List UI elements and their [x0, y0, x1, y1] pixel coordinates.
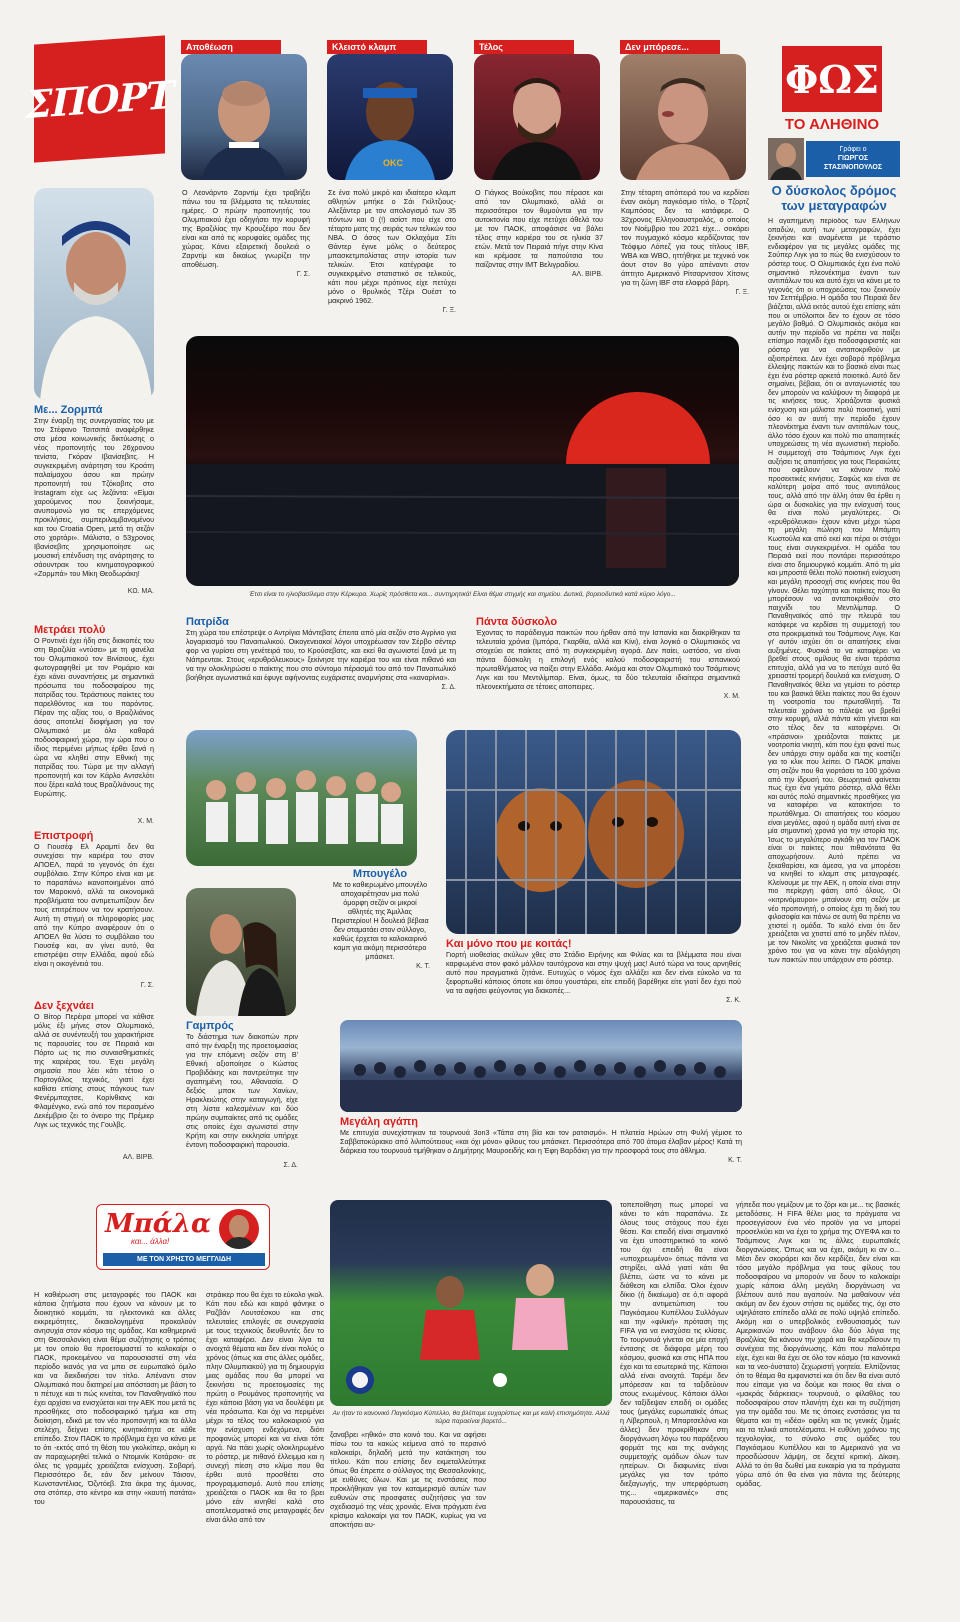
story-title: Με... Ζορμπά	[34, 404, 103, 416]
story-sig: Γ. Σ.	[296, 271, 310, 278]
photo-basketball-crowd	[340, 1020, 742, 1112]
mpala-logo-small: και... άλλα!	[131, 1237, 170, 1246]
story-title: Γαμπρός	[186, 1020, 234, 1032]
svg-text:OKC: OKC	[383, 158, 403, 168]
story-text: Στην έναρξη της συνεργασίας του με τον Στέφανο Τσιτσιπά αναφέρθηκε στα μέσα κοινωνικής δικτύωσης ο νέος προπονητής του 26χρονου τενίστα, Γκόραν Ιβανίσεβιτς. Η συγκεκριμένη ανάρτηση του Κροάτη παλαίμαχου άσου και πρώην προπονητή του Τζόκοβιτς στο Instagram είχε ως λεζάντα: «Είμαι χαρούμενος που ξεκινήσαμε, ανυπομονώ για τις επερχόμενες προκλήσεις, συμπεριλαμβανομένου και του Croatia Open, μετά τη σεζόν στο χορτάρι». Μάλιστα, ο 53χρονος Ιβανίσεβιτς χρησιμοποίησε ως μουσική επένδυση της ανάρτησης το σάουντρακ του κινηματογραφικού «Ζορμπά» του Μίκη Θεοδωράκη!	[34, 416, 154, 578]
story-text: Στην τέταρτη απόπειρά του να κερδίσει έναν ακόμη παγκόσμιο τίτλο, ο Τζορτζ Καμπόσος δεν τα κατάφερε. Ο 32χρονος Ελληνοαυστραλός, ο οποίος τον Νοέμβριο του 2021 είχε... σοκάρει τον πυγμαχικό κόσμο κερδίζοντας τον Τεόφιμο Λόπεζ για τους τίτλους IBF, WBA και WBO, ηττήθηκε με τεχνικό νοκ άουτ στον 8ο γύρο απέναντι στον άπτητο Αμερικανό Ρίτσαρντσον Χίτσινς για τη ζώνη IBF στα ελαφρά βάρη.	[621, 188, 749, 287]
story-sig: Χ. Μ.	[723, 693, 740, 700]
kids-group-icon	[186, 730, 417, 866]
bottom-col-5: γήπεδα που γεμίζουν με το ζόρι και με... τις βασικές μεταδόσεις. Η FIFA θέλει μιας τα πράγματα να προσεγγίσουν ένα νέο προϊόν για να μπορεί προσελκύει και να έχει το χρήμα της ΟΥΕΦΑ και το Τσάμπιονς Λιγκ και τις άλλες ευρωπαϊκές διοργανώσεις. Όπως και να έχει, ακόμη κι αν ο... Μέσι δεν σκοράρει και δεν κερδίζει, δεν είναι και τόσο μεγάλο πρόβλημα για τους φίλους του ποδοσφαίρου να μπορούν να δουν το καλοκαίρι χωρίς κάποια άλλη μεγάλη διοργάνωση να βλέπουν αυτό που αγαπούν. Να μαθαίνουν νέα ακόμη αν δεν έχουν στήσει τις ομάδες της, όχι στο υψηλότατο επίπεδο αλλά σε πολύ υψηλό επίπεδο. Ακόμη και ο υπερβολικός ενθουσιασμός των Αμερικανών που ανάβουν όλο δύο λόγια της Βραζιλίας θα κάνουν την χαρά και θα κερδίσουν τη συνέχεια της διοργάνωσης. Κάτι που παλιότερα είχε, έχει και θα έχει σε όλο τον κόσμο (τα κανονικά και τα νεο-όυστατο) ζεχωριστή γοητεία. Ελπίζοντας ότι το θέαμα θα εμφανιστεί και ότι δεν θα είναι αυτό που είπαμε για να δούμε και ποιος θα είναι ο «μακράς διάρκειας» τουρνουά, ο φίλαθλος του ποδοσφαίρου στον πλανήτη έχει και τη συζήτηση για την ομάδα του. Με τις όποιες ενστάσεις για τα θέματα και τη «ιδέα» οφέλη και τις γενικές ζημιές και τα τελικά αποτελέσματα. Η ευθύνη χρόνου της τεχνολογίας, το σύνολο στις ομάδες του Παγκόσμιου Κυπέλλου και το Αμερικανό για να προσδώσουν λάμψη, σε δεχτεί κριτική. Δίκαιη. Αλλά το ότι θα δωθεί μια ευκαιρία για τα πράγματα γύρω από ότι θα είναι για πάντα της δεύτερης ομάδας.	[736, 1200, 900, 1488]
fos-logo: ΦΩΣ	[782, 46, 882, 112]
coach-portrait-icon	[181, 54, 307, 180]
story-panta-dyskolo	[476, 616, 740, 700]
story-sig: Γ. Ξ.	[735, 289, 749, 296]
story-sig: ΚΩ. ΜΑ.	[127, 588, 154, 595]
mpala-author-photo	[219, 1209, 259, 1249]
bottom-col-3: ξαναβρει «ηθικό» στο κοινό του. Και να αφήσει πίσω του τα κακώς κείμενα από το περσινό καλοκαίρι, δηλαδή μετά την κατάκτηση του τίτλου. Κάτι που επίσης δεν εκμεταλλεύτηκε όπως θα έπρεπε ο σύλλογος της Θεσσαλονίκης, με ευθύνες όλων. Και με τις ενστάσεις που προκλήθηκαν για τον καταμερισμό αυτών των ευθυνών στις προσφατες συζητήσεις για τον σχεδιασμό της νέας χρονιάς. Είναι πράγματι ένα κρίσιμο καλοκαίρι για τον ΠΑΟΚ, κυρίως για να αποκτήσει αυ-	[330, 1430, 486, 1529]
photo-vukovic	[474, 54, 600, 180]
sport-logo	[25, 35, 174, 162]
crowd-icon	[340, 1020, 742, 1112]
fos-headline: Ο δύσκολος δρόμος των μεταγραφών	[771, 183, 897, 213]
story-title: Επιστροφή	[34, 830, 94, 842]
mpala-header	[96, 1204, 270, 1270]
story-dogs	[446, 938, 741, 1004]
label-apotheosi: Αποθέωση	[181, 40, 281, 54]
photo-sga	[327, 54, 453, 180]
fos-byline-box	[806, 141, 900, 177]
story-text: Γιορτή υιοθεσίας σκύλων χθες στο Στάδιο Ειρήνης και Φιλίας και τα βλέμματα που είναι καρφωμένα στον φακό μάλλον ταυτόχρονα και στην ψυχή μας! Αυτό τώρα να τους αρνηθείς αυτό που πραγματικά ζητάνε. Ευτυχώς ο νόμος έχει αλλάξει και δεν είναι εύκολο να τα ξεφορτωθεί κάποιος όποτε και όπου γουστάρει, είτε επειδή βαρέθηκε είτε γιατί δεν έχει πού να τα αφήσει φεύγοντας για διακοπές...	[446, 950, 741, 995]
player-portrait-icon	[327, 54, 453, 180]
story-title: Πάντα δύσκολο	[476, 616, 558, 628]
label-telos: Τέλος	[474, 40, 574, 54]
story-title: Πατρίδα	[186, 616, 229, 628]
story-metraei	[34, 624, 154, 825]
label-kleisto: Κλειστό κλαμπ	[327, 40, 427, 54]
sunset-caption: Έτσι είναι το ηλιοβασίλεμα στην Κέρκυρα. Χωρίς πρόσθετα και... συντηρητικά! Είναι θέμα στιγμής και σημείου. Δυτικά, βορειοδυτικά κατά κύριο λόγο...	[249, 591, 676, 598]
story-sig: Κ. Τ.	[728, 1157, 742, 1164]
fos-subtitle: ΤΟ ΑΛΗΘΙΝΟ	[784, 116, 880, 133]
photo-couple	[186, 888, 296, 1016]
player-portrait-icon	[474, 54, 600, 180]
story-mpougelo	[330, 868, 430, 970]
boxer-portrait-icon	[620, 54, 746, 180]
couple-portrait-icon	[186, 888, 296, 1016]
story-sig: Χ. Μ.	[137, 818, 154, 825]
story-sig: Σ. Δ.	[441, 684, 456, 691]
story-text: Σε ένα πολύ μικρό και ιδιαίτερο κλαμπ αθλητών μπήκε ο Σάι Γκίλτζιους-Αλεξάντερ με τον απολογισμό των 35 πόντων και 0 (!) ασίστ που είχε στο τέταρτο ματς της σειράς των τελικών του NBA. Ο άσος των Οκλαχόμα Σίτι Θάντερ έγινε μόλις ο δεύτερος μπασκετμπολίστας στην ιστορία των τελικών. Έτσι κατέγραψε το συγκεκριμένο στατιστικό σε τελικούς, κάτι που μέχρι πρότινος είχε πετύχει μόνο ο θρυλικός Τζέρι Ουέστ το μακρινό 1962.	[328, 188, 456, 305]
story-den-xexnaei	[34, 1000, 154, 1161]
bottom-col-4: τοπεποίθηση πως μπορεί να κάνει το κάτι παραπάνω. Σε όλους τους στόχους που έχει θέσει. Και επειδή είναι σημαντικό να έχει υποστηρικτικό το κοινό του όχι επειδή θα είναι «υποχρεωμένο» όπως πάντα να στηρίξει, αλλά γιατί κάτι θα βλέπει, ώστε να το κάνει με διάθεση και ελπίδα. Όλοι έχουν δίκιο (ή δικαίωμα) σε ό,τι αφορά την αντιμετώπιση του Παγκόσμιου Κυπέλλου Συλλόγων και την «φιλική» πρόταση της FIFA για να ενισχύσει τις κλίσεις. Το τουρνουά γίνεται σε μία εποχή έντασης σε διάφορα μέρη του κόσμου, φυσικά και στις ΗΠΑ που έχει και τα εσωτερικά της. Κάποιοι αλλά είναι ανοιχτά. Ταρέμι δεν μπόρεσαν και τα ταξιδεύουν στους ενωμένους. Κάποιοι άλλοι δεν ταξίδεψαν επειδή οι ομάδες τους (μεγάλες ευρωπαϊκές όπως η Λίβερπουλ, η Μπαρτσελόνα και άλλες) δεν προκρίθηκαν στη διοργάνωση λόγω του παράξενου φορμάτ της και της ανάγκης συμμετοχής ομάδων όλων των ηπείρων. Οι διαφωνίες είναι μεγάλες για τον τρόπο διεξαγωγής, την υπερφόρτωση της... «αμερικανιές» στις παρουσιάσεις, τα	[620, 1200, 728, 1506]
photo-sunset	[186, 336, 739, 586]
story-sig: Γ. Ξ.	[442, 307, 456, 314]
sport-logo-text: ΣΠΟΡΤ	[25, 71, 174, 127]
fos-byline-photo	[768, 138, 804, 180]
photo-kambosos	[620, 54, 746, 180]
fos-body: Η αγαπημένη περίοδος των Ελλήνων οπαδών, αυτή των μεταγραφών, έχει ξεκινήσει και αναμένεται με τεράστιο ενδιαφέρον για τις μεγάλες ομάδες της Σούπερ Λιγκ για το πώς θα ενισχύσουν το ρόστερ τους. Ο Ολυμπιακός έχει ένα πολύ σημαντικό πλεονέκτημα έναντι των αντιπάλων του και αυτό έχει να κάνει με το γεγονός ότι οι υποχρεώσεις του ξεκινούν τον Σεπτέμβριο. Η ομάδα του Πειραιά δεν βιάζεται, αλλά εκτός αυτού έχει επίσης κάτι που οι υπόλοιποι δεν το έχουν σε τόσο μεγάλο βαθμό. Ο Ολυμπιακός ακόμα και αυτήν την περίοδο να πρέπει να παίξει επίσημο παιχνίδι έχει ποδοσφαιριστές και ρόστερ για να ανταποκριθούν με αξιοπρέπεια. Δεν έχει σοβαρό πρόβλημα έλλειψης παικτών και το βασικό είναι πως έχει ένα ρόστερ αρκετά ποιοτικό. Αυτό δεν σημαίνει, βέβαια, ότι οι ανταγωνιστές του δεν μπορούν να καλύψουν τη διαφορά με τις κινήσεις τους. Χρειάζονται φυσικά ενίσχυση και μάλιστα πολύ ποιοτική, γιατί όσο κι αν αυτή την περίοδο έχουν πλεονέκτημα έναντι των αντιπάλων τους, άλλο τόσο έχουν και πολύ πιο απαιτητικές υποχρεώσεις τη νέα αγωνιστική περίοδο. Η συμμετοχή στο Τσάμπιονς Λιγκ έχει αυξήσει τις απαιτήσεις για τους Πειραιώτες που οφείλουν να κάνουν πολύ προσεκτικές κινήσεις. Σαφώς και είναι σε καλύτερη μοίρα από τους αντιπάλους τους, αλλά από την άλλη όταν θα έρθει η ώρα οι δυσκολίες για την ενίσχυσή τους θα είναι πολύ μεγαλύτερες. Οι «ερυθρόλευκοι» έχουν κάνει μέχρι τώρα τη μεγάλη πώληση του Μπάμπη Κωστούλα και από εκεί και πέρα οι στόχοι τους είναι συγκεκριμένοι. Η ομάδα του Πειραιά εκεί που ποντάρει περισσότερο είναι στο δημιουργικό κομμάτι. Από τη μία και μπροστά θέλει πολύ ποιοτική ενίσχυση και μεγάλη προσοχή στις κινήσεις που θα γίνουν. Θέλει ταχύτητα και παίκτες που θα μπορέσουν να ανταποκριθούν στο παιχνίδι του Μεντιλίμπαρ. Ο Παναθηναϊκός από την πλευρά του κατάφερε να κερδίσει τη συμμετοχή του στα προκριματικά του Τσάμπιονς Λιγκ. Και γι' αυτόν ισχύει ότι οι απαιτήσεις είναι αυξημένες. Φυσικά το να καταφέρει να βρεθεί στους ομίλους θα είναι τεράστια επιτυχία, αλλά για να το πετύχει αυτό θα χρειαστεί τρομερή δουλειά και ενίσχυση. Ο Παναθηναϊκός θέλει να γεμίσει το ρόστερ του και βασικά θέλει παίκτες που θα έχουν τη νοοτροπία του πρωταθλητή. Τα τελευταία χρόνια το πάλεψε να βρεθεί στην κορυφή, αλλά πάντα κάτι γίνεται και στο τέλος δεν τα καταφέρνει. Οι «πράσινοι» χρειάζονται παίκτες με νοοτροπία νικητή, κάτι που έχει φανεί πως δεν υπάρχει στην ομάδα και της κοστίζει για το κλικ που λείπει. Ο ΠΑΟΚ μπαίνει στη σεζόν που θα γιορτάσει τα 100 χρόνια από την ίδρυσή του. Θεωρητικά φαίνεται πως έχει ένα γεμάτο ρόστερ, αλλά θέλει και αυτός πολύ σημαντικές προσθήκες για να καταφέρει να κατακτήσει το πρωτάθλημα. Οι απαιτήσεις του κόσμου είναι μεγάλες, αφού η ομάδα αυτή είναι σε μία σημαντική χρονιά για την ιστορία της. Ίσως το μεγαλύτερο αγκάθι για τον ΠΑΟΚ είναι οι παίκτες που πιθανότατα θα αποχωρήσουν. Αυτό πρέπει να ξεκαθαρίσει, και άμεσα, για να μπορέσει να κινηθεί το κλαμπ στις μεταγραφές. Κλείνουμε με την ΑΕΚ, η οποία είναι στην πιο περίεργη φάση από όλους. Οι «κιτρινόμαυροι» μπαίνουν στη σεζόν με νέο προπονητή, ο οποίος έχει τη δική του φιλοσοφία και πάνω σε αυτή θα πρέπει να χτιστεί η ομάδα. Το καλό είναι ότι δεν χρειάζεται να χτιστεί από το μηδέν πλέον, με τον Νικολίτς να χρειάζεται φυσικά τον χρόνο του για να κάνει την αξιολόγηση των παικτών που υπάρχουν στο ρόστερ.	[768, 218, 900, 965]
story-epistrofi	[34, 830, 154, 989]
story-sig: ΑΛ. ΒΙΡΒ.	[122, 1154, 154, 1161]
story-text: Το διάστημα των διακοπών πριν από την έναρξη της προετοιμασίας για την επόμενη σεζόν στη Β' Εθνική αξιοποίησε ο Κώστας Προβιδάκης και παντρεύτηκε την αγαπημένη του, Αθανασία. Ο δεξιός μπακ των Χανίων, Ηρακλειώτης στην καταγωγή, είχε στη λίστα καλεσμένων και δύο πρώην συμπαίκτες από τις ομάδες στις οποίες έχει αγωνιστεί στην Κρήτη και στην εκκλησία υπήρχε έντονη ποδοσφαιρική παρουσία.	[186, 1032, 298, 1149]
story-zormpa	[34, 404, 154, 595]
football-caption: Αν ήταν το κανονικό Παγκόσμιο Κύπελλο, θα βλέπαμε ευχαρίστως και με καλή επισημότητα. Αλλά τώρα παραείναι βαρετό...	[332, 1410, 610, 1425]
label-den-mporese: Δεν μπόρεσε...	[620, 40, 720, 54]
sunset-sun-icon	[186, 336, 739, 586]
coach-portrait-icon	[34, 188, 154, 400]
story-text: Ο Γιάγκος Βούκοβιτς που πέρασε και από τον Ολυμπιακό, αλλά οι περισσότεροι τον θυμούνται για την αυτοκτονία που είχε πετύχει άθελά του με τον ΠΑΟΚ, αποφάσισε να βάλει τέλος στην καριέρα του σε ηλικία 37 ετών. Μετά τον Πειραιά πήγε στην Κίνα και κρέμασε τα παπούτσια του παίζοντας στην ΙΜΤ Βελιγραδίου.	[475, 188, 603, 269]
photo-kids-team	[186, 730, 417, 866]
story-den-mporese	[621, 188, 749, 296]
story-kleisto	[328, 188, 456, 314]
story-sig: Γ. Σ.	[140, 982, 154, 989]
dogs-cage-icon	[446, 730, 741, 934]
story-title: Μετράει πολύ	[34, 624, 106, 636]
story-text: Ο Ροντινέι έχει ήδη στις διακοπές του στη Βραζιλία «ντύσει» με τη φανέλα του Ολυμπιακού τον Βινίσιους, έχει φωτογραφηθεί με τον Ρομάριο και έχει κάνει συναντήσεις με σημαντικά πρόσωπα του ποδοσφαίρου της πατρίδας του. Τεράστιους παίκτες του παρελθόντος και του παρόντος. Πέραν της αξίας του, ο Βραζιλιάνος άσος αποτελεί διαφήμιση για τον Ολυμπιακό με όλα καθαρά ποδοσφαιρική χώρα, την ώρα που ο ίδιος περιμένει μήπως έρθει ξανά η ώρα να κληθεί στην Εθνική της πατρίδας του. Τώρα με την αλλαγή προπονητή και τον Κάρλο Αντσελότι που ξέρει καλά τους Βραζιλιάνους της Ευρώπης.	[34, 636, 154, 798]
story-apotheosi	[182, 188, 310, 278]
photo-football-match	[330, 1200, 612, 1406]
story-title: Μπουγέλο	[352, 868, 408, 880]
story-text: Ο Βίτορ Περέιρα μπορεί να κάθισε μόλις έξι μήνες στον Ολυμπιακό, αλλά σε συνέντευξή του χαρακτήρισε τις παρουσίες του σε Πειραιά και Πόρτο ως τις πιο συναισθηματικές της καριέρας του. Έχει μεγάλη σημασία που λέει κάτι τέτοιο ο Πορτογάλος τεχνικός, γιατί έχει καθίσει επίσης στους πάγκους των Φενέρμπαχτσε, Κορίνθιανς και Φλαμένγκο, ενώ από τον περασμένο Δεκέμβριο ζει το όνειρο της Πρέμιερ Λιγκ ως τεχνικός της Γουλβς.	[34, 1012, 154, 1129]
photo-jardim	[181, 54, 307, 180]
bottom-col-1: Η καθιέρωση στις μεταγραφές του ΠΑΟΚ και κάποια ζητήματα που έχουν να κάνουν με το διοικητικό κομμάτι, τα ηλεκτονικά και άλλες εκκρεμότητες, δικαιολογημένα προκαλούν ανησυχία στον κόσμο της ομάδας. Και καθημερινά στη Θεσσαλονίκη είναι θέμα συζήτησης ο τρόπος με τον οποίο θα προετοιμαστεί το καλοκαίρι ο ΠΑΟΚ, προκειμένου να παρουσιαστεί στη νέα περίοδο ικανός για να μπει σε ευρωπαϊκό όμιλο και να διεκδικήσει τον τίτλο. Απέναντι στον Ολυμπιακό που διατηρεί μια απόσταση με βάση το τι πέτυχε και τι πώς κινείται, τον Παναθηναϊκό που έχει αρχίσει να ενισχύεται και την ΑΕΚ που μετά τις προσθήκες στο ποδοσφαιρικό τμήμα και στη διοίκηση, εδικά με τον νέο προπονητή και τα άλλα στελέχη, δείχνει επίσης κινητικότητα σε κάθε επίπεδο. Στον ΠΑΟΚ το πρόβλημα έχει να κάνει με το ότι -εκτός από τη θέση του γκολκίπερ, ακόμη κι αν παραχωρηθεί τελικά ο Ντομινίκ Κοτάρσκι- σε όλες τις γραμμές χρειάζεται ενίσχυση. Σοβαρή. Περισσότερο δε, εάν δεν μείνουν Τάισον, Κωνσταντέλιας, Όζντόεβ. Στα άκρα της άμυνας, στα στόπερ, στο κέντρο και στην «καυτή πατάτα» του	[34, 1290, 196, 1506]
story-sig: Κ. Τ.	[416, 963, 430, 970]
mpala-logo: Μπάλα	[105, 1209, 212, 1239]
byline-name: ΓΙΩΡΓΟΣ ΣΤΑΣΙΝΟΠΟΥΛΟΣ	[823, 155, 883, 171]
story-sig: Σ. Κ.	[726, 997, 741, 1004]
story-text: Με επιτυχία συνεχίστηκαν τα τουρνουά 3on3 «Τάπα στη βία και τον ρατσισμό». Η πλατεία Ηρώων στη Φυλή γέμισε το Σαββατοκύριακο από λιλιπούτειους «και όχι μόνο» φίλους του μπάσκετ. Περισσότερα από 700 άτομα έλαβαν μέρος! Κατά τη διάρκεια του τουρνουά τιμήθηκαν ο Δημήτρης Μαυροειδής και η Έφη Βαρδάκη για την προσφορά τους στο άθλημα.	[340, 1128, 742, 1155]
story-title: Και μόνο που με κοιτάς!	[446, 938, 572, 950]
story-gampros	[186, 1020, 298, 1169]
author-avatar-icon	[219, 1209, 259, 1249]
story-title: Δεν ξεχνάει	[34, 1000, 94, 1012]
story-text: Με το καθιερωμένο μπουγέλο αποχαιρέτησαν μια πολύ όμορφη σεζόν οι μικροί αθλητές της Άμιλλας Περιστερίου! Η δουλειά βέβαια δεν σταματάει στον σύλλογο, καθώς έρχεται το καλοκαιρινό καμπ για ακόμη περισσότερο μπάσκετ.	[331, 880, 429, 961]
football-players-icon	[330, 1200, 612, 1406]
story-text: Στη χώρα του επέστρεψε ο Αντρίγια Μάντεβατς έπειτα από μία σεζόν στο Αγρίνιο για λογαριασμό του Παναιτωλικού. Οικογενειακοί λόγοι υποχρέωσαν τον Σέρβο σέντερ φορ να γυρίσει στη γενέτειρά του, το Κρούσεβατς, και εκεί θα αγωνιστεί ξανά με τη Νάπρεντακ. Στους «ερυθρόλευκους» ξεκίνησε την καριέρα του και είναι πιθανό και να την ολοκληρώσει ο παίκτης που στο σύντομο πέρασμά του από τον Παναιτωλικό βοήθησε αγωνιστικά και έφυγε αφήνοντας ευχάριστες αναμνήσεις στα «καναρίνια».	[186, 628, 456, 682]
bottom-col-2: στράικερ που θα έχει το εύκολο γκολ. Κάτι που εδώ και καιρό φάνηκε ο Ραζβάν Λουτσέσκου και στις τελευταίες επιλογές σε συνεργασία με τους τεχνικούς διευθυντές δεν το έχει καταφέρει. Δεν είναι λίγα τα ανοιχτά θέματα και δεν είναι πολύς ο χρόνος (όπως και στις άλλες ομάδες, πλην Ολυμπιακού) για τη δημιουργία μιας ομάδας που θα μπορεί να ξεκινήσει τις προετοιμασίες της πρώτη ο Ρουμάνος προπονητής να έχει κάποια βάση για να δουλέψει με νέα πρόσωπα. Και όχι να περιμένει μέχρι το τέλος του καλοκαιριού για την ενίσχυση ενδεχόμενα, διότι προφανώς μπορεί και να είναι τότε αργά. Να πάει χωρίς ολοκληρωμένο το ρόστερ, με πιθανό έλλειμμα και η συνεχή πίεση στο κλίμα που θα έρθει αυτό προσθέτει στο προγραμματισμό. Αυτό που επίσης χρειάζεται ο ΠΑΟΚ και θα το βρει μόνο εάν κινηθεί καλά στο αποτελεσματικό στις μεταγραφές δεν είναι άλλο από τον	[206, 1290, 324, 1524]
story-telos	[475, 188, 603, 278]
story-text: Ο Γιουσέφ Ελ Αραμπί δεν θα συνεχίσει την καριέρα του στον ΑΠΟΕΛ, παρά το γεγονός ότι έχει συμβόλαιο. Στην Κύπρο είναι και με το παραπάνω ικανοποιημένοι από τον Μαροκινό, αλλά τα οικονομικά προβλήματα του αντιμετωπίζουν δεν τους επιτρέπουν να τον κρατήσουν. Αυτή τη στιγμή οι πληροφορίες μας από την Κύπρο αναφέρουν ότι ο ΑΠΟΕΛ θα λύσει το συμβόλαιο του Γιουσέφ και, αν γίνει αυτό, θα επιστρέψει στην Ελλάδα, αφού εδώ είναι η οικογένειά του.	[34, 842, 154, 968]
byline-label: Γράφει ο	[839, 146, 867, 153]
story-sig: Σ. Δ.	[283, 1162, 298, 1169]
photo-ivanisevic	[34, 188, 154, 400]
story-megali-agapi	[340, 1116, 742, 1164]
story-text: Έχοντας το παράδειγμα παικτών που ήρθαν από την Ισπανία και διακρίθηκαν τα τελευταία χρόνια (Ιμπόρα, Γκαρθία, αλλά και Κίνι), είναι λογικό ο Ολυμπιακός να στοχεύει σε παίκτες από τη συγκεκριμένη αγορά. Δεν παίει, ωστόσο, να είναι πάντα δύσκολη η επιλογή ενός καλού ποδοσφαιριστή του ισπανικού πρωταθλήματος να παίξει στην Ελλάδα. Ακόμα και στον Ολυμπιακό του Τσάμπιονς Λιγκ και του Μεντιλίμπαρ. Είναι, όμως, τα δύο τελευταία ιδιαίτερα σημαντικά πλεονεκτήματα σε τέτοιες αποπειρες.	[476, 628, 740, 691]
mpala-byline: ΜΕ ΤΟΝ ΧΡΗΣΤΟ ΜΕΓΓΛΙΔΗ	[103, 1253, 265, 1266]
story-sig: ΑΛ. ΒΙΡΒ.	[571, 271, 603, 278]
story-text: Ο Λεονάρντο Ζαρντίμ έχει τραβήξει πάνω του τα βλέμματα τις τελευταίες ημέρες. Ο πρώην προπονητής του Ολυμπιακού έχει οδηγήσει την κορυφή της Βραζιλίας την Κρουζέιρο που δεν είναι και από τις κορυφαίες ομάδες της χώρας. Κάνει εξαιρετική δουλειά ο Ζαρντίμ και δικαίως γνωρίζει την αποθέωση.	[182, 188, 310, 269]
story-title: Μεγάλη αγάπη	[340, 1116, 418, 1128]
story-patrida	[186, 616, 456, 691]
photo-dogs	[446, 730, 741, 934]
author-avatar-icon	[768, 138, 804, 180]
